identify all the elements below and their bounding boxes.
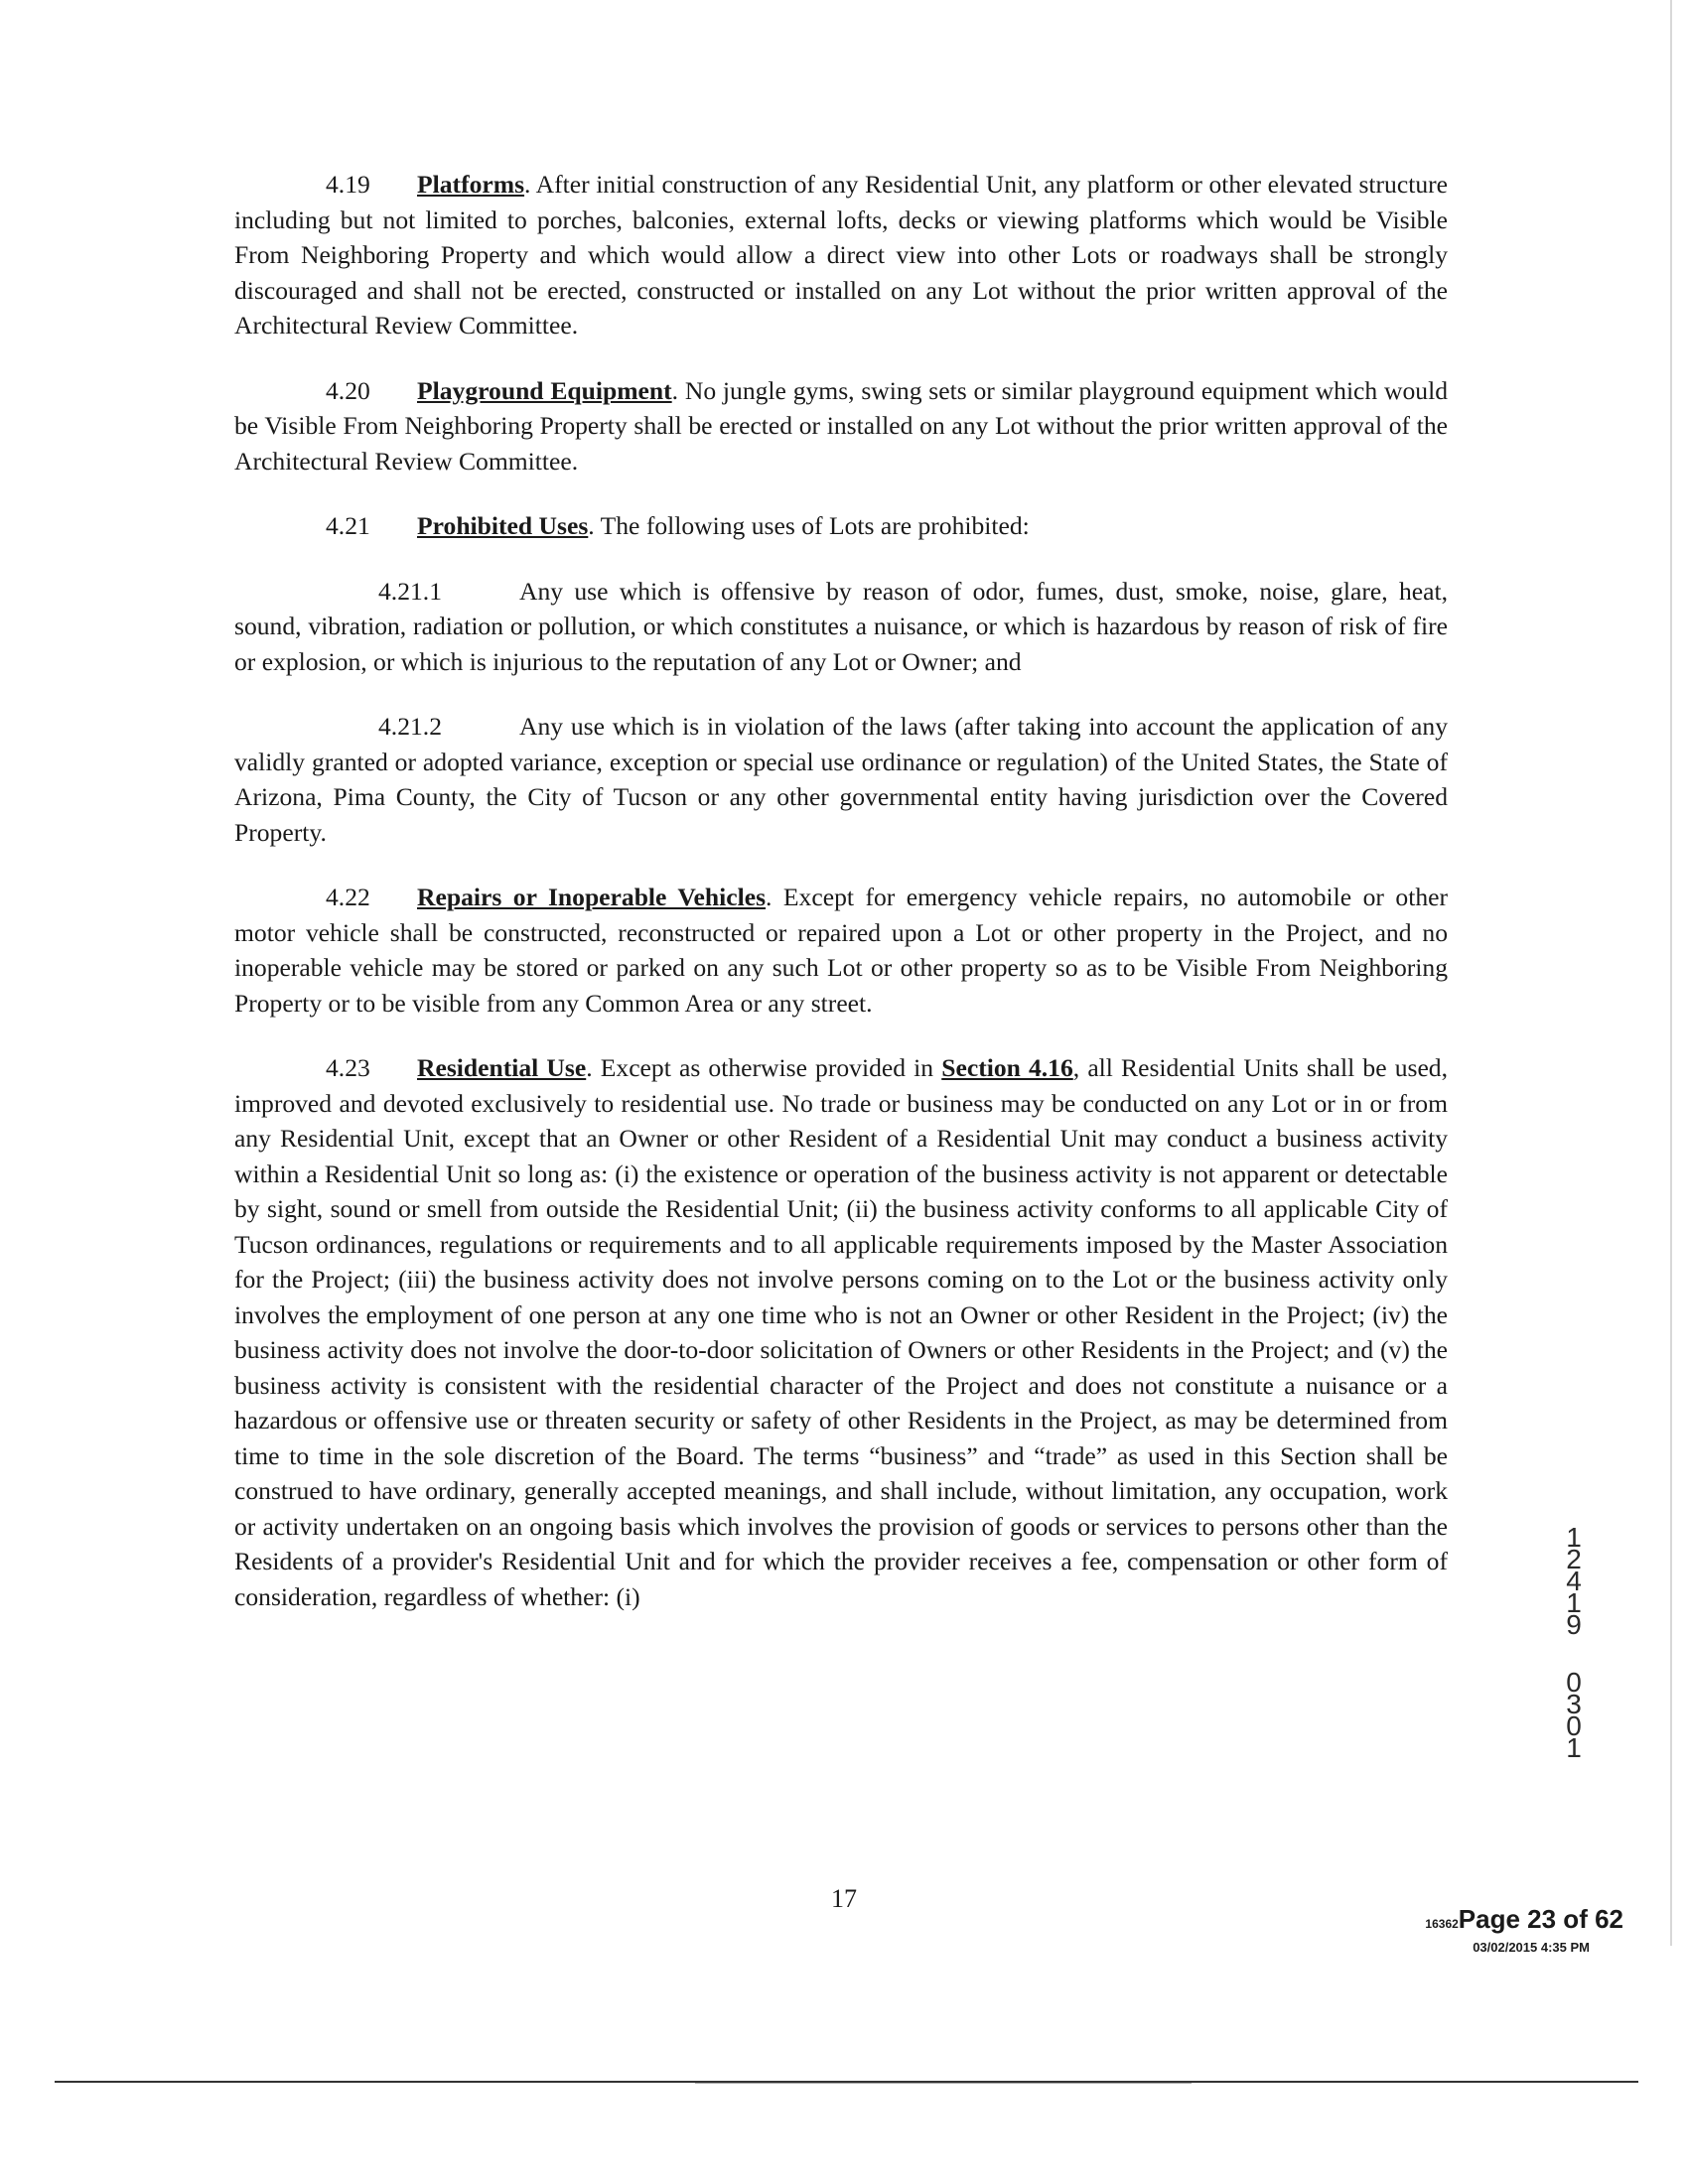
section-text: Any use which is offensive by reason of odor, fumes, dust, smoke, noise, glare, heat, sound, vibration, radiation or pollution, or which constitutes a nuisance, or which is hazardous by reason of risk of fire or explosion, or which is injurious to the reputation of any Lot or Owner; and bbox=[234, 576, 1448, 676]
section-text-intro: . Except as otherwise provided in bbox=[586, 1053, 942, 1082]
section-heading: Repairs or Inoperable Vehicles bbox=[417, 883, 767, 911]
section-4-23 bbox=[234, 1050, 1448, 1614]
section-number: 4.19 bbox=[326, 170, 370, 199]
section-heading: Platforms bbox=[417, 170, 525, 199]
section-text: . After initial construction of any Residential Unit, any platform or other elevated structure including but not limited to porches, balconies, external lofts, decks or viewing platforms which would be Visible From Neighboring Property and which would allow a direct view into other Lots or roadways shall be strongly discouraged and shall not be erected, constructed or installed on any Lot without the prior written approval of the Architectural Review Committee. bbox=[234, 170, 1448, 340]
section-number: 4.21.1 bbox=[378, 576, 442, 606]
section-4-20 bbox=[234, 373, 1448, 479]
margin-number-part2: 0301 bbox=[1566, 1667, 1582, 1763]
page-number: 17 bbox=[831, 1884, 857, 1913]
section-4-21-2 bbox=[234, 709, 1448, 850]
section-4-22 bbox=[234, 880, 1448, 1021]
section-number: 4.21.2 bbox=[378, 712, 442, 741]
recording-stamp bbox=[1375, 1904, 1623, 1955]
section-text: , all Residential Units shall be used, improved and devoted exclusively to residential use. No trade or business may be conducted on any Lot or in or from any Residential Unit, except that an Owner or other Resident of a Residential Unit may conduct a business activity within a Residential Unit so long as: (i) the existence or operation of the business activity is not apparent or detectable by sight, sound or smell from outside the Residential Unit; (ii) the business activity conforms to all applicable City of Tucson ordinances, regulations or requirements and to all applicable requirements imposed by the Master Association for the Project; (iii) the business activity does not involve persons coming on to the Lot or the business activity only involves the employment of one person at any one time who is not an Owner or other Resident in the Project; (iv) the business activity does not involve the door-to-door solicitation of Owners or other Residents in the Project; and (v) the business activity is consistent with the residential character of the Project and does not constitute a nuisance or a hazardous or offensive use or threaten security or safety of other Residents in the Project, as may be determined from time to time in the sole discretion of the Board. The terms “business” and “trade” as used in this Section shall be construed to have ordinary, generally accepted meanings, and shall include, without limitation, any occupation, work or activity undertaken on an ongoing basis which involves the provision of goods or services to persons other than the Residents of a provider's Residential Unit and for which the provider receives a fee, compensation or other form of consideration, regardless of whether: (i) bbox=[234, 1053, 1448, 1611]
section-number: 4.21 bbox=[326, 511, 370, 540]
section-heading: Playground Equipment bbox=[417, 375, 672, 405]
section-heading: Prohibited Uses bbox=[417, 511, 589, 540]
stamp-doc-number: 16362 bbox=[1425, 1917, 1459, 1931]
stamp-datetime: 03/02/2015 4:35 PM bbox=[1473, 1940, 1590, 1955]
margin-recording-number bbox=[1559, 1522, 1589, 1763]
section-number: 4.20 bbox=[326, 375, 370, 405]
section-text: . Except for emergency vehicle repairs, no automobile or other motor vehicle shall be constructed, reconstructed or repaired upon a Lot or other property in the Project, and no inoperable vehicle may be stored or parked on any such Lot or other property so as to be Visible From Neighboring Property or to be visible from any Common Area or any street. bbox=[234, 883, 1448, 1018]
section-text: . The following uses of Lots are prohibited: bbox=[588, 511, 1030, 540]
section-text: . No jungle gyms, swing sets or similar playground equipment which would be Visible From Neighboring Property shall be erected or installed on any Lot without the prior written approval of the Architectural Review Committee. bbox=[234, 375, 1448, 476]
document-body bbox=[234, 167, 1448, 1644]
margin-number-part1: 12419 bbox=[1566, 1522, 1582, 1640]
section-text: Any use which is in violation of the laws (after taking into account the application of any validly granted or adopted variance, exception or special use ordinance or regulation) of the United States, the State of Arizona, Pima County, the City of Tucson or any other governmental entity having jurisdiction over the Covered Property. bbox=[234, 712, 1448, 847]
stamp-page-label: Page 23 of 62 bbox=[1458, 1904, 1623, 1934]
section-number: 4.23 bbox=[326, 1053, 370, 1082]
section-number: 4.22 bbox=[326, 883, 370, 911]
section-4-21 bbox=[234, 508, 1448, 544]
footer-rule-faint bbox=[695, 2083, 1192, 2084]
section-cross-reference: Section 4.16 bbox=[941, 1053, 1073, 1082]
section-heading: Residential Use bbox=[417, 1053, 587, 1082]
scan-edge bbox=[1670, 0, 1672, 1946]
section-4-19 bbox=[234, 167, 1448, 343]
section-4-21-1 bbox=[234, 574, 1448, 680]
